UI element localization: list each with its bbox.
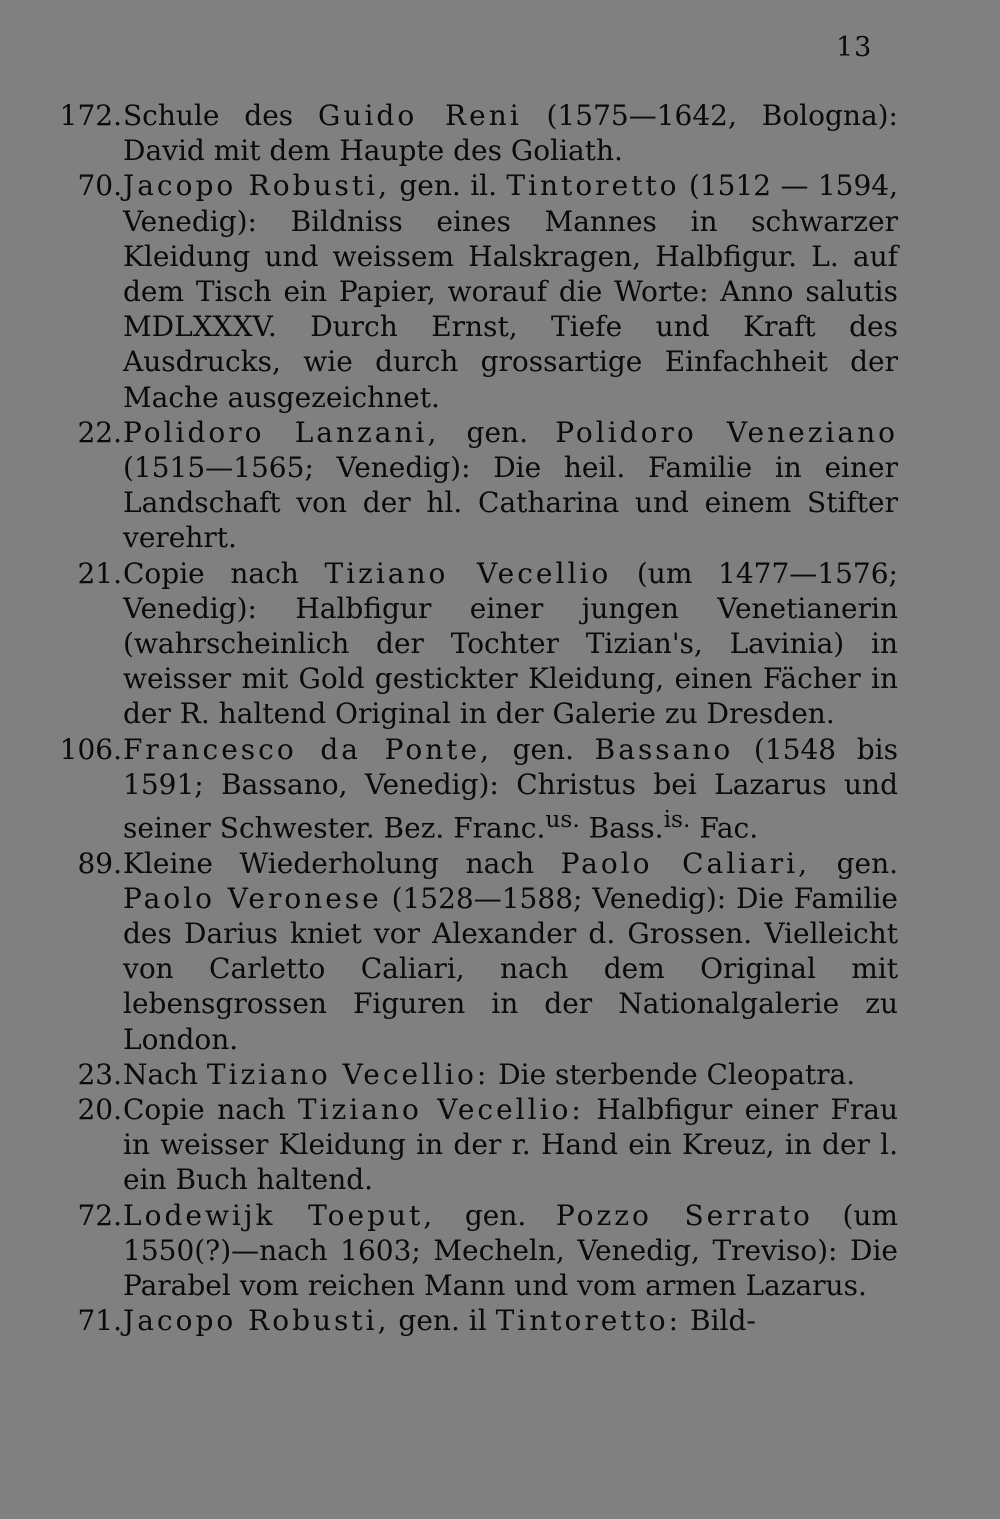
catalog-entry: [52, 732, 898, 846]
artist-name: Guido Reni: [318, 99, 522, 132]
entry-text-segment: (1512 — 1594, Venedig): Bildniss eines Mannes in schwarzer Kleidung und weissem Halskragen, Halbfigur. L. auf dem Tisch ein Papier, worauf die Worte: Anno salutis MDLXXXV. Durch Ernst, Tiefe und Kraft des Ausdrucks, wie durch grossartige Einfachheit der Mache ausgezeichnet.: [123, 169, 898, 414]
entry-number: 89.: [77, 846, 122, 880]
entry-text-segment: Die sterbende Cleopatra.: [489, 1057, 856, 1091]
entry-text: [123, 732, 898, 846]
entry-text-segment: Copie nach: [123, 1093, 298, 1127]
entry-number: 23.: [77, 1057, 122, 1091]
entry-text-segment: gen. il.: [390, 169, 507, 203]
artist-name: Paolo Caliari,: [560, 846, 811, 880]
entry-text-segment: gen.: [491, 732, 595, 766]
entry-text-segment: gen.: [435, 1198, 556, 1232]
entry-text-segment: Halbfigur einer Frau in weisser Kleidung in der r. Hand ein Kreuz, in der l. ein Buch haltend.: [123, 1093, 898, 1197]
entry-text-segment: Schule des: [123, 99, 319, 132]
entry-number: 72.: [77, 1198, 122, 1232]
entry-text: [123, 556, 898, 732]
entry-text-segment: Copie nach: [123, 556, 325, 590]
catalog-entry: [52, 1092, 898, 1198]
entry-text-segment: (1575—1642, Bologna): David mit dem Haupte des Goliath.: [123, 99, 898, 168]
artist-name: Jacopo Robusti,: [123, 169, 390, 203]
entry-text-segment: Bild-: [681, 1304, 756, 1338]
artist-name: Polidoro Veneziano: [555, 415, 898, 449]
entry-text: [123, 1303, 898, 1338]
catalog-entry: [52, 1303, 898, 1338]
catalog-entry: [52, 846, 898, 1057]
entry-number: 22.: [77, 415, 122, 449]
entry-text-segment: Kleine Wiederholung nach: [123, 846, 561, 880]
artist-name: Polidoro Lanzani,: [123, 415, 440, 449]
entry-text-segment: Fac.: [690, 811, 759, 845]
entry-text: [123, 1092, 898, 1198]
entry-text: [123, 1198, 898, 1304]
catalog-entry: [52, 98, 898, 168]
entry-text-segment: gen.: [810, 846, 899, 880]
catalog-entry: [52, 1057, 898, 1092]
superscript: is.: [663, 805, 691, 834]
superscript: us.: [545, 805, 580, 834]
entry-number: 21.: [77, 556, 122, 590]
catalog-entry: [52, 556, 898, 732]
artist-name: Jacopo Robusti,: [123, 1304, 390, 1338]
entry-text-segment: (1548 bis 1591; Bassano, Venedig): Christus bei Lazarus und seiner Schwester. Bez. Franc.: [123, 732, 898, 845]
entry-text: [123, 1057, 898, 1092]
entry-text-segment: Nach: [123, 1057, 207, 1091]
entry-text-segment: gen. il: [389, 1304, 496, 1338]
entry-text-segment: (um 1477—1576; Venedig): Halbfigur einer jungen Venetianerin (wahrscheinlich der Tochter Tizian's, Lavinia) in weisser mit Gold gestickter Kleidung, einen Fächer in der R. haltend Original in der Galerie zu Dresden.: [123, 556, 898, 731]
catalog-entry: [52, 168, 898, 414]
entry-text-segment: gen.: [439, 415, 556, 449]
entry-text: [123, 168, 898, 414]
entry-text-segment: Bass.: [579, 811, 664, 845]
entry-text: [123, 415, 898, 556]
artist-name: Tiziano Vecellio:: [206, 1057, 490, 1091]
entry-text-segment: (1528—1588; Venedig): Die Familie des Darius kniet vor Alexander d. Grossen. Vielleicht von Carletto Caliari, nach dem Original mit lebensgrossen Figuren in der Nationalgalerie zu London.: [123, 881, 899, 1056]
entry-text-segment: (1515—1565; Venedig): Die heil. Familie in einer Landschaft von der hl. Catharina und einem Stifter verehrt.: [123, 451, 898, 555]
page-number: 13: [836, 32, 873, 63]
entry-number: 20.: [77, 1093, 122, 1127]
entry-number: 172.: [59, 99, 122, 132]
artist-name: Lodewijk Toeput,: [123, 1198, 436, 1232]
catalog-entry: [52, 415, 898, 556]
entry-text: [123, 98, 898, 168]
entry-number: 71.: [77, 1304, 122, 1338]
entry-text: [123, 846, 898, 1057]
catalog-entry: [52, 1198, 898, 1304]
catalog-list: [52, 98, 898, 1338]
entry-number: 106.: [59, 732, 122, 766]
artist-name: Tiziano Vecellio:: [297, 1093, 584, 1127]
artist-name: Bassano: [594, 732, 734, 766]
artist-name: Francesco da Ponte,: [123, 732, 492, 766]
artist-name: Tintoretto: [506, 169, 680, 203]
artist-name: Paolo Veronese: [123, 881, 382, 915]
artist-name: Tintoretto:: [495, 1304, 682, 1338]
entry-number: 70.: [77, 169, 122, 203]
entry-text-segment: (um 1550(?)—nach 1603; Mecheln, Venedig, Treviso): Die Parabel vom reichen Mann und vom armen Lazarus.: [123, 1198, 898, 1303]
artist-name: Tiziano Vecellio: [324, 556, 612, 590]
artist-name: Pozzo Serrato: [555, 1198, 813, 1232]
